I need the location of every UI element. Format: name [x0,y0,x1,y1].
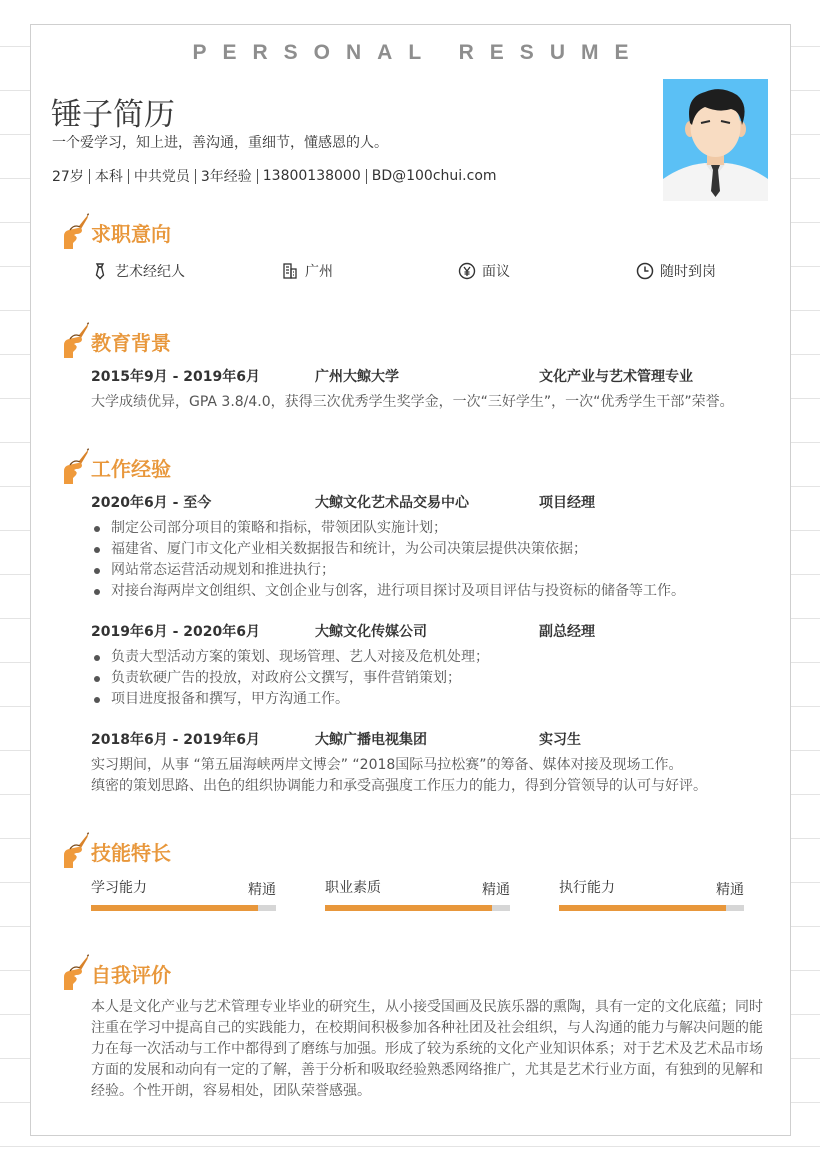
intent-label: 随时到岗 [660,264,716,280]
document-title: PERSONAL RESUME [192,41,645,64]
work-period: 2019年6月 - 2020年6月 [91,624,260,640]
section-title-work: 工作经验 [91,456,171,481]
skill-bar [559,905,744,911]
education-description: 大学成绩优异，GPA 3.8/4.0，获得三次优秀学生奖学金，一次“三好学生”，一次“优秀学生干部”荣誉。 [91,394,734,410]
text-line: 方面的发展和动向有一定的了解，善于分析和吸取经验熟悉网络推广，尤其是艺术行业方面，有独到的见解和 [91,1062,763,1078]
skill-item [559,877,744,917]
list-item: 制定公司部分项目的策略和指标，带领团队实施计划； [91,518,771,539]
skill-name: 学习能力 [91,880,147,896]
section-header-work [61,448,171,486]
text-line: 力在每一次活动与工作中都得到了磨练与加强。形成了较为系统的文化产业知识体系；对于艺术及艺术品市场 [91,1041,763,1057]
work-company: 大鲸文化艺术品交易中心 [315,495,469,511]
skill-bar [325,905,510,911]
section-header-intent [61,213,171,251]
skill-bar [91,905,276,911]
work-duties-2 [91,647,771,710]
work-row-1 [91,492,741,512]
list-item: 负责大型活动方案的策划、现场管理、艺人对接及危机处理； [91,647,771,668]
skill-item [325,877,510,917]
tie-icon [91,262,109,280]
job-intent-row [91,261,751,281]
info-age: 27岁 [52,169,84,185]
work-period: 2020年6月 - 至今 [91,495,212,511]
skill-name: 执行能力 [559,880,615,896]
skill-bar-fill [325,905,492,911]
list-item: 对接台海两岸文创组织、文创企业与创客，进行项目探讨及项目评估与投资标的储备等工作。 [91,581,771,602]
work-period: 2018年6月 - 2019年6月 [91,732,260,748]
intent-label: 面议 [482,264,510,280]
profile-photo [663,79,768,201]
skill-level: 精通 [482,882,510,898]
skill-level: 精通 [716,882,744,898]
work-company: 大鲸文化传媒公司 [315,624,427,640]
info-political: 中共党员 [133,169,190,185]
skill-level: 精通 [248,882,276,898]
education-period: 2015年9月 - 2019年6月 [91,369,260,385]
work-row-3 [91,729,741,749]
resume-page [30,24,791,1136]
info-divider [128,169,129,184]
self-evaluation [91,997,781,1102]
text-line: 注重在学习中提高自己的实践能力，在校期间积极参加各种社团及社会组织，与人沟通的能力与解决问题的能 [91,1020,763,1036]
list-item: 福建省、厦门市文化产业相关数据报告和统计，为公司决策层提供决策依据； [91,539,771,560]
clock-icon [636,262,654,280]
yen-icon [458,262,476,280]
section-title-skills: 技能特长 [91,840,171,865]
intent-salary [458,261,510,281]
work-title: 副总经理 [539,624,595,640]
male-avatar-icon [663,79,768,201]
skill-bar-fill [559,905,726,911]
intent-position [91,261,185,281]
info-phone: 13800138000 [262,168,361,184]
education-school: 广州大鲸大学 [315,369,399,385]
skill-item [91,877,276,917]
education-major: 文化产业与艺术管理专业 [539,369,693,385]
pen-icon [61,954,89,992]
work-title: 实习生 [539,732,581,748]
info-divider [366,169,367,184]
section-header-skills [61,832,171,870]
work-duties-1 [91,518,771,602]
intent-city [281,261,333,281]
info-divider [195,169,196,184]
text-line: 实习期间，从事 “第五届海峡两岸文博会” “2018国际马拉松赛”的筹备、媒体对接及现场工作。 [91,757,683,773]
info-divider [257,169,258,184]
skill-bar-fill [91,905,258,911]
intent-label: 艺术经纪人 [115,264,185,280]
text-line: 经验。个性开朗，容易相处，团队荣誉感强。 [91,1083,371,1099]
section-title-intent: 求职意向 [91,221,171,246]
section-title-education: 教育背景 [91,330,171,355]
work-company: 大鲸广播电视集团 [315,732,427,748]
list-item: 网站常态运营活动规划和推进执行； [91,560,771,581]
list-item: 项目进度报备和撰写，甲方沟通工作。 [91,689,771,710]
skill-name: 职业素质 [325,880,381,896]
text-line: 本人是文化产业与艺术管理专业毕业的研究生，从小接受国画及民族乐器的熏陶，具有一定的文化底蕴；同时 [91,999,763,1015]
work-title: 项目经理 [539,495,595,511]
section-header-self [61,954,171,992]
candidate-name: 锤子简历 [51,97,175,133]
text-line: 缜密的策划思路、出色的组织协调能力和承受高强度工作压力的能力，得到分管领导的认可与好评。 [91,778,707,794]
info-email: BD@100chui.com [371,168,497,184]
info-divider [89,169,90,184]
work-row-2 [91,621,741,641]
section-header-education [61,322,171,360]
section-title-self: 自我评价 [91,962,171,987]
pen-icon [61,213,89,251]
education-row [91,366,741,386]
pen-icon [61,832,89,870]
info-experience: 3年经验 [200,169,252,185]
pen-icon [61,322,89,360]
list-item: 负责软硬广告的投放，对政府公文撰写，事件营销策划； [91,668,771,689]
candidate-motto: 一个爱学习，知上进，善沟通，重细节，懂感恩的人。 [52,135,388,151]
intent-label: 广州 [305,264,333,280]
info-degree: 本科 [94,169,123,185]
pen-icon [61,448,89,486]
intent-availability [636,261,716,281]
basic-info-row [52,166,497,186]
work-description-3 [91,755,771,797]
building-icon [281,262,299,280]
